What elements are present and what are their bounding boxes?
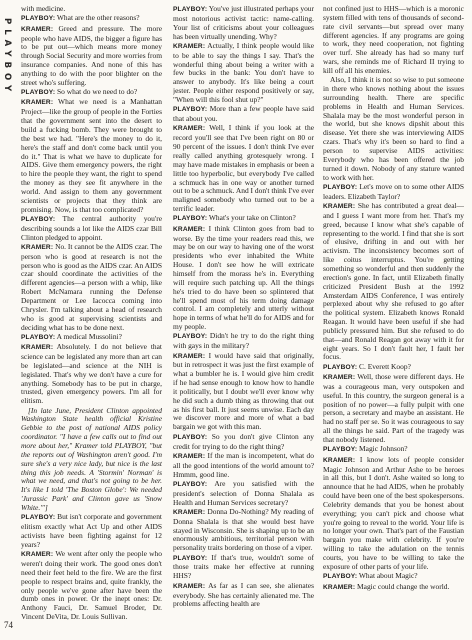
interviewer-question bbox=[173, 332, 314, 351]
paragraph-text: Let's move on to some other AIDS leaders. Elizabeth Taylor? bbox=[323, 181, 464, 201]
speaker-label: KRAMER: bbox=[323, 456, 356, 464]
speaker-label: KRAMER: bbox=[173, 508, 206, 516]
interviewee-answer bbox=[21, 98, 162, 214]
paragraph-text: Didn't he try to do the right thing with gays in the military? bbox=[173, 331, 314, 351]
speaker-label: PLAYBOY: bbox=[173, 6, 208, 13]
interviewer-question bbox=[21, 513, 162, 549]
paragraph-text: Donna Do-Nothing? My reading of Donna Shalala is that she would best have stayed in Wisconsin. She is shaping up to be an enormously ambitious, territorial person with personality traits bordering on those of a viper. bbox=[173, 506, 314, 553]
speaker-label: PLAYBOY: bbox=[21, 15, 56, 23]
speaker-label: PLAYBOY: bbox=[323, 363, 358, 371]
interviewee-answer bbox=[21, 243, 162, 332]
speaker-label: PLAYBOY: bbox=[323, 183, 358, 191]
interviewer-question bbox=[173, 554, 314, 582]
speaker-label: PLAYBOY: bbox=[173, 433, 208, 441]
speaker-label: KRAMER: bbox=[21, 344, 54, 352]
interviewer-question bbox=[173, 105, 314, 124]
speaker-label: PLAYBOY: bbox=[323, 573, 358, 581]
paragraph-text: What are the other reasons? bbox=[55, 13, 140, 23]
paragraph-text: Greed and pressure. The more people who have AIDS, the bigger a figure has to be put out—which means more money through Social Security and more worries from insurance companies. And none of this has anything to do with the poor blighter on the street who's suffering. bbox=[21, 23, 162, 87]
paragraph-text: I would have said that originally, but in retrospect it was just the first example of what a bumbler he is. I would give him credit if he had sense enough to know how to handle it politically, but I doubt we'll ever know why he did such a dumb thing as throwing that out as his first ball. It just seems unwise. Each day we discover more and more of what a bad bargain we got with this man. bbox=[173, 350, 314, 432]
speaker-label: KRAMER: bbox=[173, 225, 206, 233]
editorial-note: [In late June, President Clinton appointed Washington State health official Kristine Gebbie to the post of national AIDS policy coordinator. "I have a few calls out to find out more about her," Kramer told PLAYBOY, "but the reports out of Washington aren't good. I'm sure she's a very nice lady, but nice is the last thing this job needs. A 'Stormin' Norman' is what we need, and that's not going to be her. It's like I told 'The Boston Globe': We needed 'Jurassic Park' and Clinton gave us 'Snow White.'"] bbox=[21, 405, 162, 512]
paragraph-text: A medical Mussolini? bbox=[55, 331, 122, 341]
paragraph-text: Actually, I think people would like to be able to say the things I say. That's the wonderful thing about being a writer with a few bucks in the bank: You don't have to answer to anybody. It's like being a court jester. People either respond positively or say, "When will this fool shut up?" bbox=[173, 40, 314, 104]
interviewer-question bbox=[323, 183, 464, 202]
speaker-label: PLAYBOY: bbox=[173, 215, 208, 223]
magazine-masthead: PLAYBOY bbox=[2, 18, 12, 97]
paragraph-text: More than a few people have said that about you. bbox=[173, 104, 314, 124]
paragraph-text: I think Clinton goes from bad to worse. By the time your readers read this, we may be on our way to having one of the worst presidents who ever inhabited the White House. I don't see how he will extricate himself from the morass he's in. Everything will require such patching up. All the things he's tried to do have been so splintered that he'll spend most of his term doing damage control. I am completely and utterly without hope in terms of what he'll do for AIDS and for my people. bbox=[173, 223, 314, 332]
paragraph-text: Well, those were different days. He was a courageous man, very outspoken and useful. In this country, the surgeon general is a position of no power—a fully pulpit with one person, a secretary and maybe an assistant. He had no staff per se. So it was courageous to say all the things he said. Part of the tragedy was that nobody listened. bbox=[323, 372, 464, 444]
interviewee-answer bbox=[323, 202, 464, 362]
speaker-label: KRAMER: bbox=[173, 42, 206, 50]
page-number: 74 bbox=[4, 620, 13, 630]
article-column-2 bbox=[173, 5, 314, 633]
speaker-label: PLAYBOY: bbox=[21, 514, 56, 522]
paragraph-text: Magic Johnson? bbox=[357, 444, 408, 454]
speaker-label: KRAMER: bbox=[173, 125, 206, 133]
paragraph-text: What's your take on Clinton? bbox=[207, 213, 296, 223]
speaker-label: KRAMER: bbox=[21, 99, 54, 107]
paragraph-text: Absolutely. I do not believe that science can be legislated any more than art can be legislated—and science at the NIH is legislated. That's why we don't have a cure for anything. Somebody has to be put in charge, trusted, given emergency powers. I'm all for elitism. bbox=[21, 342, 162, 406]
paragraph-text: Well, I think if you look at the record you'll see that I've been right on 80 or 90 percent of the issues. I don't think I've ever really called anything grotesquely wrong. I may have made mistakes in emphasis or been a little too hyperbolic, but everybody I've called a schmuck has in one way or another turned out to be a schmuck. And I don't think I've ever maligned somebody who turned out to be a terrific leader. bbox=[173, 123, 314, 214]
body-paragraph: Also, I think it is not so wise to put someone in there who knows nothing about the issues surrounding health. There are specific problems in Health and Human Services. Shalala may be the most wonderful person in the world, but she knows dipshit about this disease. Yet there she was interviewing AIDS czars. That's why it's been so hard to find a person to supervise AIDS activities: Everybody who has been offered the job turned it down. Nobody of any stature wanted to work with her. bbox=[323, 75, 464, 182]
interviewee-answer bbox=[21, 343, 162, 406]
interviewee-answer bbox=[173, 508, 314, 553]
interviewee-answer bbox=[323, 456, 464, 572]
paragraph-text: She has contributed a great deal—and I guess I want more from her. That's my greed, because I know what she's capable of representing to the world. I find that she is sort of elusive, drifting in and out with her activism. The inconsistency becomes sort of like coitus interruptus. You're getting something so wonderful and then suddenly the erection's gone. In fact, until Elizabeth finally criticized President Bush at the 1992 Amsterdam AIDS Conference, I was entirely perplexed about why she refused to go after the political system. Elizabeth knows Ronald Reagan. It would have been useful if she had publicly pressured him. But she refused to do that—and Ronald Reagan got away with it for eight years. So I don't fault her, I fault her focus. bbox=[323, 201, 464, 362]
paragraph-text: If the man is incompetent, what do all the good intentions of the world amount to? Hmmm, good line. bbox=[173, 450, 314, 479]
article-column-1 bbox=[21, 5, 162, 633]
speaker-label: KRAMER: bbox=[323, 203, 356, 211]
paragraph-text: So you don't give Clinton any credit for trying to do the right thing? bbox=[173, 431, 314, 451]
paragraph-text: No. It cannot be the AIDS czar. The person who is good at research is not the person who is good as the AIDS czar. An AIDS czar should coordinate the activities of the different agencies—a person with a whip, like Robert McNamara running the Defense Department or Lee Iacocca coming into Chrysler. I'm talking about a head of research who is good at supervising scientists and deciding what has to be done next. bbox=[21, 241, 162, 332]
paragraph-text: The central authority you're describing sounds a lot like the AIDS czar Bill Clinton pledged to appoint. bbox=[21, 213, 162, 242]
interviewee-answer bbox=[173, 42, 314, 105]
speaker-label: KRAMER: bbox=[21, 25, 54, 33]
speaker-label: KRAMER: bbox=[21, 551, 54, 559]
speaker-label: KRAMER: bbox=[323, 374, 356, 382]
interviewee-answer bbox=[173, 352, 314, 433]
speaker-label: KRAMER: bbox=[323, 583, 356, 591]
interviewee-answer bbox=[21, 25, 162, 88]
interviewer-question bbox=[173, 480, 314, 508]
speaker-label: PLAYBOY: bbox=[173, 480, 208, 488]
speaker-label: PLAYBOY: bbox=[21, 215, 56, 223]
interviewer-question bbox=[173, 433, 314, 452]
speaker-label: PLAYBOY: bbox=[173, 106, 208, 114]
interviewee-answer bbox=[173, 124, 314, 213]
paragraph-text: As far as I can see, she alienates everybody. She has certainly alienated me. The problems affecting health are bbox=[173, 580, 314, 609]
body-paragraph: not confined just to HHS—which is a moronic system filled with tens of thousands of second-rate civil servants—but spread over many different agencies. If any programs are going to work, they need cooperation, not fighting over turf. She already has had so many turf wars, she reminds me of Richard II trying to kill off all his enemies. bbox=[323, 5, 464, 75]
speaker-label: PLAYBOY: bbox=[173, 333, 208, 341]
interviewee-answer bbox=[173, 225, 314, 332]
paragraph-text: What about Magic? bbox=[357, 571, 418, 581]
speaker-label: KRAMER: bbox=[173, 452, 206, 460]
paragraph-text: Magic could change the world. bbox=[355, 581, 450, 591]
paragraph-text: You've just illustrated perhaps your most notorious activist tactic: name-calling. Your list of criticisms about your colleagues has been virtually unending. Why? bbox=[173, 5, 314, 41]
paragraph-text: Are you satisfied with the president's selection of Donna Shalala as Health and Human Services secretary? bbox=[173, 478, 314, 507]
paragraph-text: C. Everett Koop? bbox=[357, 361, 411, 371]
paragraph-text: What we need is a Manhattan Project—like the group of people in the Forties that the government sent into the desert to build a fucking bomb. They were brought to the best we had. "Here's the money to do it, here's the staff and don't come back until you do it." That is what we have to duplicate for AIDS. Give them emergency powers, the right to hire the people they want, the right to spend the money as they see fit anywhere in the world. And assign to them any government scientists or projects that they think are promising. Now, is that too complicated? bbox=[21, 97, 162, 214]
article-column-3 bbox=[323, 5, 464, 633]
body-paragraph: with medicine. bbox=[21, 5, 66, 13]
speaker-label: KRAMER: bbox=[173, 582, 206, 590]
interviewer-question bbox=[21, 215, 162, 243]
speaker-label: PLAYBOY: bbox=[21, 89, 56, 97]
interviewee-answer bbox=[173, 452, 314, 480]
paragraph-text: So what do we need to do? bbox=[55, 87, 138, 97]
speaker-label: PLAYBOY: bbox=[173, 554, 208, 562]
paragraph-text: We went after only the people who weren't doing their work. The good ones don't need their feet held to the fire. We are the first people to respect brains and, quite frankly, the only people we've gone after have been the dumb ones in power. Or the inept ones: Dr. Anthony Fauci, Dr. Samuel Broder, Dr. Vincent DeVita, Dr. Louis Sullivan. bbox=[21, 549, 162, 622]
speaker-label: KRAMER: bbox=[21, 243, 54, 251]
interviewer-question bbox=[173, 5, 314, 41]
paragraph-text: I know lots of people consider Magic Johnson and Arthur Ashe to be heroes in all this, but I don't. Ashe waited so long to announce that he had AIDS, when he probably could have been one of the best spokespersons. Celebrity demands that you be honest about everything; you can't pick and choose what you're going to reveal to the world. Your life is no longer your own. That's part of the Faustian bargain you make with celebrity. If you're willing to take the adulation on the tennis courts, you have to be willing to take the exposure of other parts of your life. bbox=[323, 454, 464, 571]
interviewee-answer bbox=[173, 582, 314, 610]
interviewee-answer bbox=[21, 550, 162, 622]
speaker-label: PLAYBOY: bbox=[21, 333, 56, 341]
paragraph-text: But isn't corporate and government elitism exactly what Act Up and other AIDS activists have been fighting against for 12 years? bbox=[21, 512, 162, 549]
interviewee-answer bbox=[323, 583, 464, 593]
speaker-label: PLAYBOY: bbox=[323, 446, 358, 454]
interviewee-answer bbox=[323, 373, 464, 445]
speaker-label: KRAMER: bbox=[173, 352, 206, 360]
paragraph-text: If that's true, wouldn't some of those traits make her effective at running HHS? bbox=[173, 552, 314, 581]
